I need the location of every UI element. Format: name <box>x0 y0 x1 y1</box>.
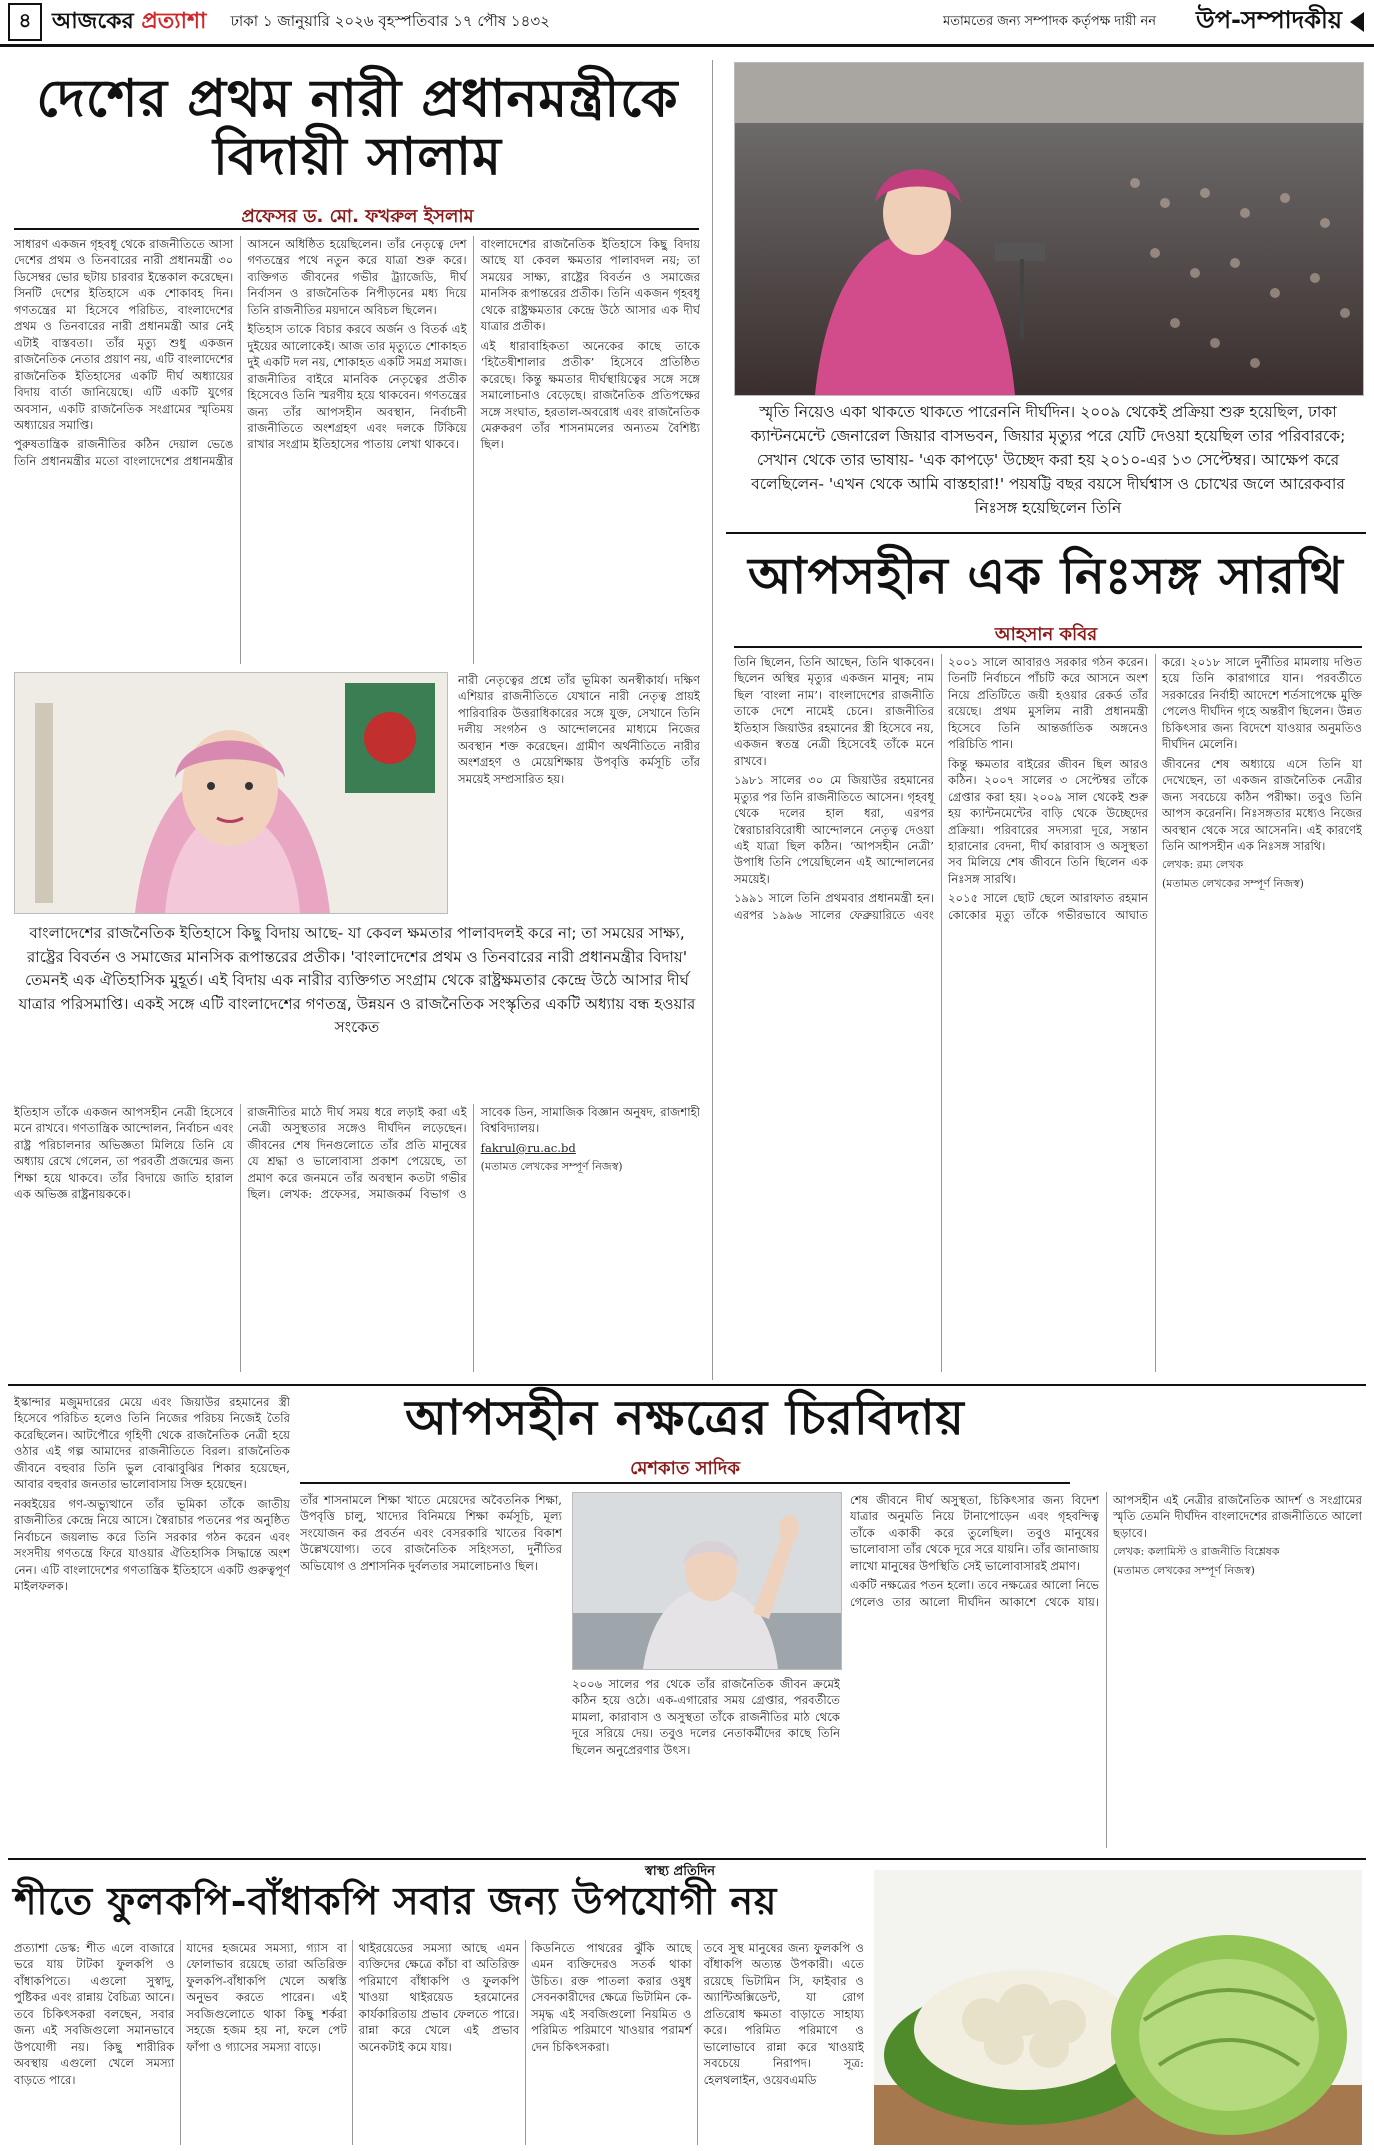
article3-body-right <box>850 1492 1362 1848</box>
author-email[interactable]: fakrul@ru.ac.bd <box>480 1140 576 1155</box>
author-note: (মতামত লেখকের সম্পূর্ণ নিজস্ব) <box>1162 877 1304 891</box>
health-body <box>14 1940 864 2145</box>
health-headline: শীতে ফুলকপি-বাঁধাকপি সবার জন্য উপযোগী নয় <box>14 1878 778 1923</box>
article3-body-mid <box>300 1492 562 1848</box>
article2-para: তিনি ছিলেন, তিনি আছেন, তিনি থাকবেন। ছিলেন অস্থির মৃত্যুর একজন মানুষ; নাম ছিল ‘বাংলা নাম’। বাংলাদেশের রাজনীতি তাকে দেশে নামেই চেনে। রাজনীতির ইতিহাস জিয়াউর রহমানের স্ত্রী হিসেবে নয়, একজন স্বতন্ত্র নেত্রী হিসেবেই তাঁকে মনে রাখবে। <box>734 655 934 768</box>
article1-para: নারী নেতৃত্বের প্রশ্নে তাঁর ভূমিকা অনস্বীকার্য। দক্ষিণ এশিয়ার রাজনীতিতে যেখানে নারী নেতৃত্ব প্রায়ই পারিবারিক উত্তরাধিকারের সঙ্গে যুক্ত, সেখানে তিনি দলীয় সংগঠন ও আন্দোলনের মাধ্যমে নিজের অবস্থান শক্ত করেছেন। গ্রামীণ অর্থনীতিতে নারীর অংশগ্রহণ ও মেয়েশিক্ষায় উপবৃত্তি কর্মসূচি তাঁর সময়েই সম্প্রসারিত হয়। <box>458 673 700 786</box>
author-credit: লেখক: রম্য লেখক <box>1162 858 1244 872</box>
divider <box>8 1384 1366 1386</box>
brand-main: প্রত্যাশা <box>141 8 207 34</box>
article3-para: শেষ জীবনে দীর্ঘ অসুস্থতা, চিকিৎসার জন্য বিদেশ যাত্রার অনুমতি নিয়ে টানাপোড়েন এবং গৃহবন্দিত্ব তাঁকে একাকী করে তুলেছিল। তবুও মানুষের ভালোবাসা তাঁর থেকে দূরে সরে যায়নি। তাঁর জানাজায় লাখো মানুষের উপস্থিতি সেই ভালোবাসারই প্রমাণ। <box>850 1493 1099 1573</box>
author-note: (মতামত লেখকের সম্পূর্ণ নিজস্ব) <box>480 1160 623 1174</box>
author-note: (মতামত লেখকের সম্পূর্ণ নিজস্ব) <box>1113 1563 1255 1577</box>
editorial-disclaimer: মতামতের জন্য সম্পাদক কর্তৃপক্ষ দায়ী নন <box>943 13 1157 29</box>
portrait-illustration <box>15 673 447 913</box>
divider <box>300 1482 1070 1484</box>
health-para: প্রত্যাশা ডেস্ক: শীত এলে বাজারে ভরে যায় টাটকা ফুলকপি ও বাঁধাকপিতে। এগুলো সুস্বাদু, পুষ্টিকর এবং রান্নায় বৈচিত্র্য আনে। তবে চিকিৎসকরা বলছেন, সবার জন্য এই সবজিগুলো সমানভাবে উপযোগী নয়। কিছু শারীরিক অবস্থায় এগুলো খেলে সমস্যা বাড়তে পারে। <box>14 1941 175 2087</box>
vegetable-photo <box>874 1870 1362 2145</box>
author-credit: লেখক: কলামিস্ট ও রাজনীতি বিশ্লেষক <box>1113 1545 1280 1559</box>
article2-headline: আপসহীন এক নিঃসঙ্গ সারথি <box>748 546 1344 605</box>
article2-para: ১৯৯১ সালে তিনি প্রথমবার প্রধানমন্ত্রী হন। এরপর ১৯৯৬ সালের ফেব্রুয়ারিতে এবং ২০০১ সালে আবারও সরকার গঠন করেন। তিনটি নির্বাচনে পাঁচটি করে আসনে অংশ নিয়ে প্রতিটিতে জয়ী হওয়ার রেকর্ড তাঁর রয়েছে। প্রথম মুসলিম নারী প্রধানমন্ত্রী হিসেবে তিনি আন্তর্জাতিক অঙ্গনেও পরিচিতি পান। <box>734 655 1148 922</box>
article1-para: ইতিহাস তাঁকে একজন আপসহীন নেত্রী হিসেবে মনে রাখবে। গণতান্ত্রিক আন্দোলন, নির্বাচন এবং রাষ্ট্র পরিচালনার অভিজ্ঞতা মিলিয়ে তিনি যে অধ্যায় রেখে গেলেন, তা পরবর্তী প্রজন্মের জন্য শিক্ষা হয়ে থাকবে। তাঁর বিদায়ে জাতি হারাল এক অভিজ্ঞ রাষ্ট্রনায়ককে। <box>14 1105 234 1202</box>
section-arrow-icon <box>1350 12 1364 32</box>
divider <box>8 1858 1366 1860</box>
article1-body-bottom <box>14 1104 700 1372</box>
divider <box>726 532 1366 534</box>
article3-byline: মেশকাত সাদিক <box>630 1458 740 1479</box>
issue-date: ঢাকা ১ জানুয়ারি ২০২৬ বৃহস্পতিবার ১৭ পৌষ ১৪৩২ <box>230 11 550 30</box>
page-header <box>0 0 1374 47</box>
rally-photo <box>734 62 1364 396</box>
article1-para: সাধারণ একজন গৃহবধূ থেকে রাজনীতিতে আসা দেশের প্রথম ও তিনবারের নারী প্রধানমন্ত্রী ৩০ ডিসেম্বর ভোর ছটায় চারবার ইন্তেকাল করেছেন। সিনটি দেশের ইতিহাসে এক শোকাবহ দিন। গণতন্ত্রের মা হিসেবে পরিচিত, বাংলাদেশের প্রথম ও তিনবারের নারী প্রধানমন্ত্রী আর নেই এটাই বাস্তবতা। তাঁর মৃত্যু শুধু একজন রাজনৈতিক নেতার প্রয়াণ নয়, এটি বাংলাদেশের রাজনৈতিক ইতিহাসের একটি দীর্ঘ অধ্যায়ের বিদায় বার্তা জানিয়েছে। এটি একটি যুগের অবসান, একটি রাজনৈতিক সংগ্রামের স্মৃতিময় অধ্যায়ের সমাপ্তি। <box>14 237 234 432</box>
article1-para: ইতিহাস তাকে বিচার করবে অর্জন ও বিতর্ক এই দুইয়ের আলোকেই। আজ তার মৃত্যুতে শোকাহত দুই একটি দল নয়, শোকাহত একটি সমগ্র সমাজ। রাজনীতির বাইরে মানবিক নেতৃত্বের প্রতীক হিসেবেও তিনি স্মরণীয় হয়ে থাকবেন। গণতন্ত্রের জন্য তাঁর আপসহীন অবস্থান, নির্বাচনী রাজনীতিতে অংশগ্রহণ এবং দলকে টিকিয়ে রাখার সংগ্রাম ইতিহাসের পাতায় লেখা থাকবে। <box>247 322 467 452</box>
portrait-photo <box>14 672 448 914</box>
article3-para: ২০০৬ সালের পর থেকে তাঁর রাজনৈতিক জীবন ক্রমেই কঠিন হয়ে ওঠে। এক-এগারোর সময় গ্রেপ্তার, পরবর্তীতে মামলা, কারাবাস ও অসুস্থতা তাঁকে রাজনীতির মাঠ থেকে দূরে সরিয়ে দেয়। তবুও দলের নেতাকর্মীদের কাছে তিনি ছিলেন অনুপ্রেরণার উৎস। <box>572 1677 840 1757</box>
waving-photo <box>572 1492 842 1670</box>
article1-para: এই ধারাবাহিকতা অনেকের কাছে তাকে ‘হিতৈষীশালার প্রতীক’ হিসেবে প্রতিষ্ঠিত করেছে। কিন্তু ক্ষমতার দীর্ঘস্থায়িত্বের সঙ্গে সঙ্গে সমালোচনাও বেড়েছে। রাজনৈতিক প্রতিপক্ষের সঙ্গে সংঘাত, হরতাল-অবরোধ এবং রাজনৈতিক মেরুকরণ তাঁর শাসনামলের অন্যতম বৈশিষ্ট্য ছিল। <box>480 338 700 452</box>
health-para: যাদের হজমের সমস্যা, গ্যাস বা ফোলাভাব রয়েছে তারা অতিরিক্ত ফুলকপি-বাঁধাকপি খেলে অস্বস্তি অনুভব করতে পারেন। এই সবজিগুলোতে থাকা কিছু শর্করা সহজে হজম হয় না, ফলে পেট ফাঁপা ও গ্যাসের সমস্যা বাড়ে। <box>186 1941 347 2054</box>
rally-photo-caption: স্মৃতি নিয়েও একা থাকতে থাকতে পারেননি দীর্ঘদিন। ২০০৯ থেকেই প্রক্রিয়া শুরু হয়েছিল, ঢাকা ক্যান্টনমেন্টে জেনারেল জিয়ার বাসভবন, জিয়ার মৃত্যুর পরে যেটি দেওয়া হয়েছিল তার পরিবারকে; সেখান থেকে তার ভাষায়- 'এক কাপড়ে' উচ্ছেদ করা হয় ২০১০-এর ১৩ সেপ্টেম্বর। আক্ষেপ করে বলেছিলেন- 'এখন থেকে আমি বাস্তহারা!' পয়ষট্টি বছর বয়সে দীর্ঘশ্বাস ও চোখের জলে আরেকবার নিঃসঙ্গ হয়েছিলেন তিনি <box>750 403 1346 518</box>
brand-prefix: আজকের <box>52 8 142 34</box>
article2-para: ২০১৫ সালে ছোট ছেলে আরাফাত রহমান কোকোর মৃত্যু তাঁকে গভীরভাবে আঘাত করে। ২০১৮ সালে দুর্নীতির মামলায় দণ্ডিত হয়ে তিনি কারাগারে যান। পরবর্তীতে সরকারের নির্বাহী আদেশে শর্তসাপেক্ষে মুক্তি পেলেও দীর্ঘদিন গৃহে অন্তরীণ ছিলেন। উন্নত চিকিৎসার জন্য বিদেশে যাওয়ার অনুমতিও দীর্ঘদিন মেলেনি। <box>948 655 1362 922</box>
article1-headline-line2: বিদায়ী সালাম <box>213 126 502 188</box>
masthead-logo <box>52 4 206 41</box>
article2-para: জীবনের শেষ অধ্যায়ে এসে তিনি যা দেখেছেন, তা একজন রাজনৈতিক নেত্রীর জন্য সবচেয়ে কঠিন পরীক্ষা। তবুও তিনি আপস করেননি। নিঃসঙ্গতার মধ্যেও নিজের অবস্থান থেকে সরে আসেননি। এই কারণেই তিনি আপসহীন এক নিঃসঙ্গ সারথি। <box>1162 756 1362 853</box>
health-para: কিডনিতে পাথরের ঝুঁকি আছে এমন ব্যক্তিদেরও সতর্ক থাকা উচিত। রক্ত পাতলা করার ওষুধ সেবনকারীদের ক্ষেত্রে ভিটামিন কে-সমৃদ্ধ এই সবজিগুলো নিয়মিত ও পরিমিত পরিমাণে খাওয়ার পরামর্শ দেন চিকিৎসকরা। <box>531 1941 692 2054</box>
article2-body <box>734 654 1362 1372</box>
article2-byline: আহসান কবির <box>994 624 1098 645</box>
article3-body-left <box>14 1394 290 1848</box>
article3-body-mid2 <box>572 1676 840 1848</box>
cauliflower-cabbage-illustration <box>874 1870 1362 2145</box>
waving-illustration <box>573 1493 841 1669</box>
article1-para: পুরুষতান্ত্রিক রাজনীতির কঠিন দেয়াল ভেঙে তিনি প্রধানমন্ত্রীর মতো বাংলাদেশের প্রধানমন্ত্রীর আসনে অধিষ্ঠিত হয়েছিলেন। তাঁর নেতৃত্বে দেশ গণতন্ত্রের পথে নতুন করে যাত্রা শুরু করে। ব্যক্তিগত জীবনের গভীর ট্র্যাজেডি, দীর্ঘ নির্বাসন ও রাজনৈতিক নিপীড়নের মধ্য দিয়ে তিনি রাজনীতির ময়দানে অবিচল ছিলেন। <box>14 237 467 468</box>
divider <box>734 646 1362 648</box>
page-number: ৪ <box>8 3 42 41</box>
article1-photo-caption: বাংলাদেশের রাজনৈতিক ইতিহাসে কিছু বিদায় আছে- যা কেবল ক্ষমতার পালাবদলই করে না; তা সময়ের সাক্ষ্য, রাষ্ট্রের বিবর্তন ও সমাজের মানসিক রূপান্তরের প্রতীক। 'বাংলাদেশের প্রথম ও তিনবারের নারী প্রধানমন্ত্রীর বিদায়' তেমনই এক ঐতিহাসিক মুহূর্ত। এই বিদায় এক নারীর ব্যক্তিগত সংগ্রাম থেকে রাষ্ট্রক্ষমতার কেন্দ্রে উঠে আসার দীর্ঘ যাত্রার পরিসমাপ্তি। একই সঙ্গে এটি বাংলাদেশের গণতন্ত্র, উন্নয়ন ও রাজনৈতিক সংস্কৃতির একটি অধ্যায় বন্ধ হওয়ার সংকেত <box>18 924 696 1037</box>
article1-headline <box>0 70 715 186</box>
rally-illustration <box>735 63 1363 395</box>
article1-para: বাংলাদেশের রাজনৈতিক ইতিহাসে কিছু বিদায় আছে যা কেবল ক্ষমতার পালাবদল নয়; তা সময়ের সাক্ষ্য, রাষ্ট্রের বিবর্তন ও সমাজের মানসিক রূপান্তরের প্রতীক। তিনি একজন গৃহবধূ থেকে রাষ্ট্রক্ষমতার কেন্দ্রে উঠে আসার এক দীর্ঘ যাত্রার প্রতীক। <box>480 237 700 334</box>
column-divider <box>712 60 713 1380</box>
health-para: থাইরয়েডের সমস্যা আছে এমন ব্যক্তিদের ক্ষেত্রে কাঁচা বা অতিরিক্ত পরিমাণে বাঁধাকপি ও ফুলকপি খাওয়া থাইরয়েড হরমোনের কার্যকারিতায় প্রভাব ফেলতে পারে। রান্না করে খেলে এই প্রভাব অনেকটাই কমে যায়। <box>358 1941 520 2054</box>
article3-para: তাঁর শাসনামলে শিক্ষা খাতে মেয়েদের অবৈতনিক শিক্ষা, উপবৃত্তি চালু, খাদ্যের বিনিময়ে শিক্ষা কর্মসূচি, মূল্য সংযোজন কর প্রবর্তন এবং বেসরকারি খাতের বিকাশ উল্লেখযোগ্য। তবে রাজনৈতিক সহিংসতা, দুর্নীতির অভিযোগ ও প্রশাসনিক দুর্বলতার সমালোচনাও ছিল। <box>300 1493 562 1573</box>
article3-para: একটি নক্ষত্রের পতন হলো। তবে নক্ষত্রের আলো নিভে গেলেও তার আলো দীর্ঘদিন আকাশে থেকে যায়। আপসহীন এই নেত্রীর রাজনৈতিক আদর্শ ও সংগ্রামের স্মৃতি তেমনি দীর্ঘদিন বাংলাদেশের রাজনীতিতে আলো ছড়াবে। <box>850 1493 1362 1609</box>
article1-para: রাজনীতির মাঠে দীর্ঘ সময় ধরে লড়াই করা এই নেত্রী অসুস্থতার সঙ্গেও দীর্ঘদিন লড়েছেন। জীবনের শেষ দিনগুলোতে তাঁর প্রতি মানুষের যে শ্রদ্ধা ও ভালোবাসা প্রকাশ পেয়েছে, তা প্রমাণ করে জনমনে তাঁর অবস্থান কতটা গভীর ছিল। লেখক: প্রফেসর, সমাজকর্ম বিভাগ ও সাবেক ডিন, সামাজিক বিজ্ঞান অনুষদ, রাজশাহী বিশ্ববিদ্যালয়। <box>247 1105 700 1202</box>
article1-body-top <box>14 236 700 664</box>
article1-headline-line1: দেশের প্রথম নারী প্রধানমন্ত্রীকে <box>36 68 679 129</box>
article2-para: কিন্তু ক্ষমতার বাইরের জীবন ছিল আরও কঠিন। ২০০৭ সালের ৩ সেপ্টেম্বর তাঁকে গ্রেপ্তার করা হয়। ২০০৯ সাল থেকেই শুরু হয় ক্যান্টনমেন্টের বাড়ি থেকে উচ্ছেদের প্রক্রিয়া। পরিবারের সদস্যরা দূরে, সন্তান হারানোর বেদনা, দীর্ঘ কারাবাস ও অসুস্থতা সব মিলিয়ে শেষ জীবনে তিনি ছিলেন এক নিঃসঙ্গ সারথি। <box>948 756 1148 886</box>
health-para: তবে সুস্থ মানুষের জন্য ফুলকপি ও বাঁধাকপি অত্যন্ত উপকারী। এতে রয়েছে ভিটামিন সি, ফাইবার ও অ্যান্টিঅক্সিডেন্ট, যা রোগ প্রতিরোধ ক্ষমতা বাড়াতে সাহায্য করে। পরিমিত পরিমাণে ও ভালোভাবে রান্না করে খাওয়াই সবচেয়ে নিরাপদ। সূত্র: হেলথলাইন, ওয়েবএমডি <box>703 1941 864 2087</box>
article1-body-side <box>458 672 700 912</box>
article2-para: ১৯৮১ সালের ৩০ মে জিয়াউর রহমানের মৃত্যুর পর তিনি রাজনীতিতে আসেন। গৃহবধূ থেকে দলের হাল ধরা, এরপর স্বৈরাচারবিরোধী আন্দোলনে নেতৃত্ব দেওয়া এই যাত্রা ছিল কঠিন। ‘আপসহীন নেত্রী’ উপাধি তিনি পেয়েছিলেন এই আন্দোলনের সময়েই। <box>734 773 934 886</box>
article3-para: ইস্কান্দার মজুমদারের মেয়ে এবং জিয়াউর রহমানের স্ত্রী হিসেবে পরিচিত হলেও তিনি নিজের পরিচয় নিজেই তৈরি করেছিলেন। আটপৌরে গৃহিণী থেকে রাজনৈতিক নেত্রী হয়ে ওঠার এই গল্প আমাদের রাজনীতিতে বিরল। রাজনৈতিক জীবনে বহুবার তিনি ভুল বোঝাবুঝির শিকার হয়েছেন, আবার বহুবার জনতার ভালোবাসায় সিক্ত হয়েছেন। <box>14 1395 290 1492</box>
article3-headline: আপসহীন নক্ষত্রের চিরবিদায় <box>405 1390 965 1446</box>
article3-para: নব্বইয়ের গণ-অভ্যুত্থানে তাঁর ভূমিকা তাঁকে জাতীয় রাজনীতির কেন্দ্রে নিয়ে আসে। স্বৈরাচার পতনের পর অনুষ্ঠিত নির্বাচনে জয়লাভ করে তিনি সরকার গঠন করেন এবং সংসদীয় গণতন্ত্রে ফিরে যাওয়ার ঐতিহাসিক সিদ্ধান্তে অংশ নেন। এটি বাংলাদেশের গণতান্ত্রিক ইতিহাসে একটি গুরুত্বপূর্ণ মাইলফলক। <box>14 1496 290 1593</box>
section-label: স্বাস্থ্য প্রতিদিন <box>644 1864 716 1879</box>
section-title: উপ-সম্পাদকীয় <box>1196 6 1342 34</box>
article1-byline: প্রফেসর ড. মো. ফখরুল ইসলাম <box>241 206 474 227</box>
